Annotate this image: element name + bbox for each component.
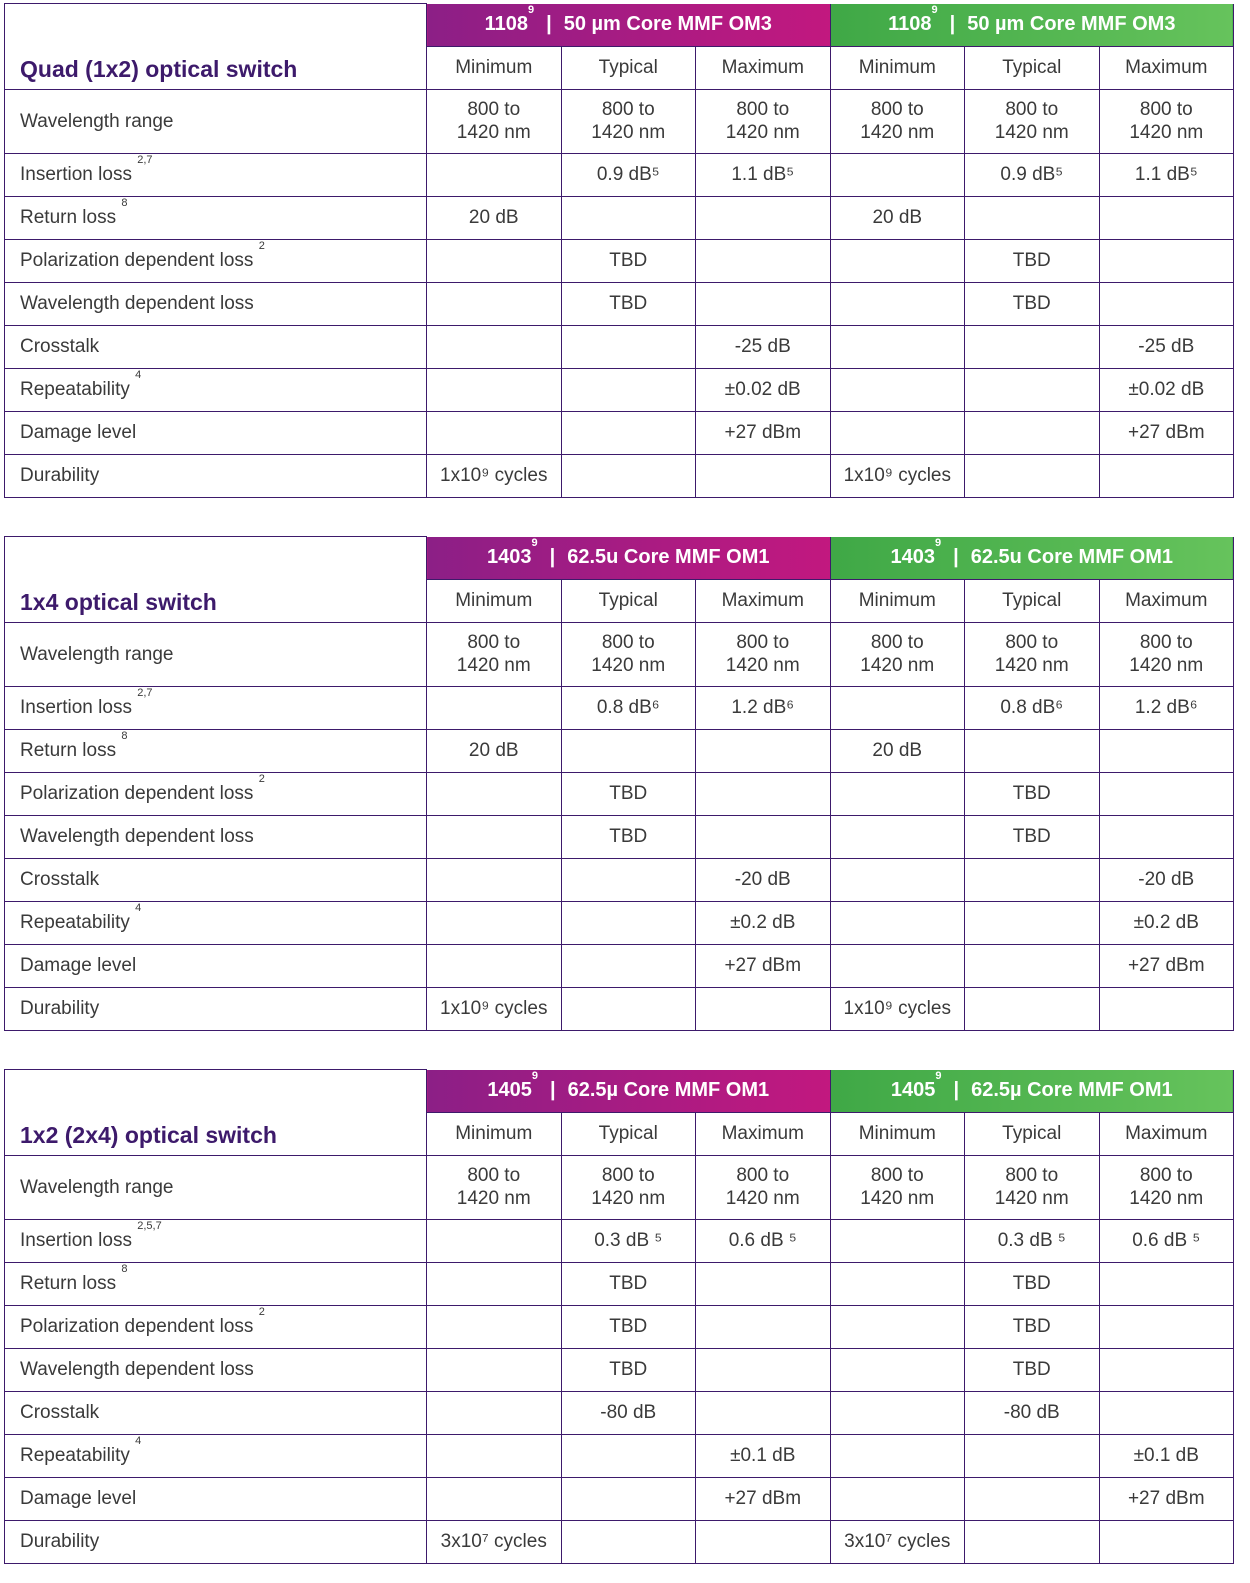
value-cell: [965, 196, 1100, 239]
value-cell: [427, 411, 562, 454]
col-header: Minimum: [427, 46, 562, 89]
value-cell: TBD: [965, 1305, 1100, 1348]
col-header: Typical: [965, 46, 1100, 89]
value-cell: [696, 454, 831, 497]
value-cell: TBD: [561, 772, 696, 815]
value-cell: TBD: [561, 1262, 696, 1305]
col-header: Maximum: [696, 579, 831, 622]
row-label: Polarization dependent loss $^2$: [5, 239, 427, 282]
table-row: [5, 772, 1234, 815]
table-row: [5, 368, 1234, 411]
table-row: [5, 1262, 1234, 1305]
value-cell: [830, 944, 965, 987]
table-row: [5, 1520, 1234, 1563]
value-cell: 800 to 1420 nm: [965, 622, 1100, 686]
value-cell: 0.6 dB ⁵: [696, 1219, 831, 1262]
value-cell: [1099, 1520, 1234, 1563]
table-row: [5, 196, 1234, 239]
table-row: [5, 686, 1234, 729]
value-cell: [830, 239, 965, 282]
value-cell: [830, 858, 965, 901]
value-cell: 800 to 1420 nm: [561, 89, 696, 153]
row-label: Crosstalk: [5, 325, 427, 368]
table-row: [5, 1348, 1234, 1391]
value-cell: [965, 454, 1100, 497]
col-header: Typical: [965, 579, 1100, 622]
value-cell: 800 to 1420 nm: [1099, 1155, 1234, 1219]
col-header: Minimum: [830, 1112, 965, 1155]
variant-band-right: 1405$^9$| 62.5µ Core MMF OM1: [830, 1070, 1234, 1113]
value-cell: 0.6 dB ⁵: [1099, 1219, 1234, 1262]
value-cell: [427, 901, 562, 944]
row-label: Repeatability $^4$: [5, 901, 427, 944]
row-label: Return loss $^8$: [5, 196, 427, 239]
value-cell: TBD: [965, 282, 1100, 325]
value-cell: 1.1 dB⁵: [1099, 153, 1234, 196]
col-header: Minimum: [830, 579, 965, 622]
value-cell: [427, 858, 562, 901]
value-cell: ±0.2 dB: [1099, 901, 1234, 944]
value-cell: [965, 325, 1100, 368]
value-cell: [561, 196, 696, 239]
row-label: Wavelength dependent loss: [5, 815, 427, 858]
table-row: [5, 1305, 1234, 1348]
value-cell: [696, 1391, 831, 1434]
value-cell: 1x10⁹ cycles: [427, 454, 562, 497]
value-cell: [830, 815, 965, 858]
row-label: Wavelength range: [5, 1155, 427, 1219]
value-cell: [1099, 729, 1234, 772]
table-body: [5, 622, 1234, 1030]
value-cell: 0.9 dB⁵: [965, 153, 1100, 196]
value-cell: -20 dB: [1099, 858, 1234, 901]
value-cell: [427, 239, 562, 282]
value-cell: 1x10⁹ cycles: [427, 987, 562, 1030]
value-cell: 800 to 1420 nm: [561, 1155, 696, 1219]
value-cell: 0.3 dB ⁵: [561, 1219, 696, 1262]
value-cell: [830, 282, 965, 325]
value-cell: [965, 901, 1100, 944]
row-label: Insertion loss $^{2,7}$: [5, 686, 427, 729]
row-label: Wavelength dependent loss: [5, 1348, 427, 1391]
row-label: Damage level: [5, 1477, 427, 1520]
row-label: Wavelength range: [5, 89, 427, 153]
value-cell: [830, 901, 965, 944]
table-row: [5, 454, 1234, 497]
row-label: Wavelength range: [5, 622, 427, 686]
col-header: Typical: [561, 46, 696, 89]
col-header: Typical: [561, 1112, 696, 1155]
row-label: Insertion loss $^{2,7}$: [5, 153, 427, 196]
spec-table-1x2-2x4: [4, 1069, 1234, 1564]
table-row: [5, 239, 1234, 282]
row-label: Durability: [5, 1520, 427, 1563]
value-cell: 800 to 1420 nm: [965, 1155, 1100, 1219]
value-cell: 1x10⁹ cycles: [830, 454, 965, 497]
table-row: [5, 325, 1234, 368]
value-cell: 0.8 dB⁶: [561, 686, 696, 729]
value-cell: [830, 1477, 965, 1520]
table-row: [5, 411, 1234, 454]
table-row: [5, 1391, 1234, 1434]
value-cell: [965, 858, 1100, 901]
value-cell: [561, 944, 696, 987]
value-cell: [427, 815, 562, 858]
table-row: [5, 944, 1234, 987]
table-row: [5, 282, 1234, 325]
col-header: Minimum: [427, 1112, 562, 1155]
value-cell: [696, 1520, 831, 1563]
value-cell: 1.1 dB⁵: [696, 153, 831, 196]
table-row: [5, 89, 1234, 153]
value-cell: [427, 282, 562, 325]
value-cell: [830, 772, 965, 815]
value-cell: 20 dB: [830, 196, 965, 239]
value-cell: [427, 325, 562, 368]
value-cell: 20 dB: [427, 729, 562, 772]
col-header: Maximum: [1099, 46, 1234, 89]
table-row: [5, 1155, 1234, 1219]
value-cell: 800 to 1420 nm: [965, 89, 1100, 153]
value-cell: [1099, 196, 1234, 239]
table-row: [5, 729, 1234, 772]
value-cell: [427, 153, 562, 196]
value-cell: [965, 411, 1100, 454]
value-cell: [427, 1434, 562, 1477]
value-cell: ±0.02 dB: [696, 368, 831, 411]
value-cell: [561, 325, 696, 368]
value-cell: TBD: [965, 1262, 1100, 1305]
value-cell: ±0.1 dB: [696, 1434, 831, 1477]
value-cell: [965, 987, 1100, 1030]
value-cell: TBD: [965, 1348, 1100, 1391]
table-row: [5, 858, 1234, 901]
table-body: [5, 1155, 1234, 1563]
value-cell: 1.2 dB⁶: [696, 686, 831, 729]
row-label: Durability: [5, 987, 427, 1030]
value-cell: 800 to 1420 nm: [1099, 89, 1234, 153]
value-cell: TBD: [561, 1305, 696, 1348]
table-row: [5, 1434, 1234, 1477]
value-cell: +27 dBm: [696, 1477, 831, 1520]
value-cell: [965, 1434, 1100, 1477]
value-cell: TBD: [965, 239, 1100, 282]
table-row: [5, 987, 1234, 1030]
value-cell: [561, 1520, 696, 1563]
variant-band-left: 1403$^9$| 62.5u Core MMF OM1: [427, 537, 831, 580]
value-cell: [965, 1520, 1100, 1563]
value-cell: [1099, 815, 1234, 858]
value-cell: [1099, 239, 1234, 282]
value-cell: [696, 239, 831, 282]
row-label: Polarization dependent loss $^2$: [5, 1305, 427, 1348]
row-label: Insertion loss $^{2,5,7}$: [5, 1219, 427, 1262]
spec-table-1x4: [4, 536, 1234, 1031]
value-cell: [696, 1305, 831, 1348]
value-cell: [561, 1434, 696, 1477]
value-cell: TBD: [561, 1348, 696, 1391]
value-cell: 3x10⁷ cycles: [427, 1520, 562, 1563]
table-row: [5, 1219, 1234, 1262]
row-label: Repeatability $^4$: [5, 1434, 427, 1477]
value-cell: 0.9 dB⁵: [561, 153, 696, 196]
value-cell: TBD: [965, 815, 1100, 858]
value-cell: -80 dB: [561, 1391, 696, 1434]
spec-table-quad-1x2: [4, 3, 1234, 498]
value-cell: [696, 729, 831, 772]
value-cell: [965, 729, 1100, 772]
row-label: Crosstalk: [5, 858, 427, 901]
value-cell: [561, 454, 696, 497]
value-cell: [830, 1262, 965, 1305]
col-header: Maximum: [696, 46, 831, 89]
row-label: Damage level: [5, 944, 427, 987]
variant-band-left: 1405$^9$| 62.5µ Core MMF OM1: [427, 1070, 831, 1113]
row-label: Crosstalk: [5, 1391, 427, 1434]
value-cell: [427, 686, 562, 729]
value-cell: 20 dB: [427, 196, 562, 239]
value-cell: [696, 772, 831, 815]
value-cell: [1099, 282, 1234, 325]
col-header: Typical: [965, 1112, 1100, 1155]
value-cell: [561, 411, 696, 454]
value-cell: ±0.02 dB: [1099, 368, 1234, 411]
value-cell: [830, 686, 965, 729]
value-cell: [561, 901, 696, 944]
row-label: Damage level: [5, 411, 427, 454]
value-cell: 0.8 dB⁶: [965, 686, 1100, 729]
table-body: [5, 89, 1234, 497]
value-cell: [830, 1348, 965, 1391]
row-label: Return loss $^8$: [5, 729, 427, 772]
value-cell: [696, 987, 831, 1030]
value-cell: 0.3 dB ⁵: [965, 1219, 1100, 1262]
value-cell: +27 dBm: [1099, 944, 1234, 987]
value-cell: [561, 729, 696, 772]
value-cell: TBD: [561, 282, 696, 325]
value-cell: [561, 858, 696, 901]
col-header: Maximum: [1099, 579, 1234, 622]
value-cell: [696, 1348, 831, 1391]
col-header: Maximum: [1099, 1112, 1234, 1155]
value-cell: [427, 1477, 562, 1520]
value-cell: [1099, 1262, 1234, 1305]
variant-band-right: 1108$^9$| 50 µm Core MMF OM3: [830, 4, 1234, 47]
value-cell: [830, 1391, 965, 1434]
value-cell: +27 dBm: [696, 944, 831, 987]
value-cell: [427, 772, 562, 815]
value-cell: [1099, 1305, 1234, 1348]
value-cell: [427, 1262, 562, 1305]
value-cell: [561, 1477, 696, 1520]
value-cell: 1.2 dB⁶: [1099, 686, 1234, 729]
value-cell: [427, 944, 562, 987]
table-row: [5, 815, 1234, 858]
value-cell: 1x10⁹ cycles: [830, 987, 965, 1030]
row-label: Repeatability $^4$: [5, 368, 427, 411]
value-cell: 800 to 1420 nm: [696, 89, 831, 153]
table-row: [5, 153, 1234, 196]
value-cell: [427, 1305, 562, 1348]
value-cell: [561, 368, 696, 411]
value-cell: 800 to 1420 nm: [696, 1155, 831, 1219]
variant-band-left: 1108$^9$| 50 µm Core MMF OM3: [427, 4, 831, 47]
value-cell: 800 to 1420 nm: [696, 622, 831, 686]
value-cell: [427, 368, 562, 411]
value-cell: [830, 1434, 965, 1477]
value-cell: [1099, 987, 1234, 1030]
value-cell: TBD: [561, 239, 696, 282]
value-cell: [830, 1305, 965, 1348]
table-title: 1x4 optical switch: [5, 537, 427, 623]
table-row: [5, 622, 1234, 686]
value-cell: [561, 987, 696, 1030]
value-cell: 800 to 1420 nm: [830, 89, 965, 153]
value-cell: [830, 325, 965, 368]
value-cell: [965, 1477, 1100, 1520]
table-row: [5, 901, 1234, 944]
value-cell: ±0.2 dB: [696, 901, 831, 944]
value-cell: 800 to 1420 nm: [427, 89, 562, 153]
value-cell: [1099, 1391, 1234, 1434]
value-cell: [830, 411, 965, 454]
row-label: Durability: [5, 454, 427, 497]
col-header: Minimum: [830, 46, 965, 89]
value-cell: [696, 815, 831, 858]
value-cell: [427, 1348, 562, 1391]
table-title: 1x2 (2x4) optical switch: [5, 1070, 427, 1156]
row-label: Polarization dependent loss $^2$: [5, 772, 427, 815]
value-cell: [830, 153, 965, 196]
value-cell: [1099, 1348, 1234, 1391]
row-label: Return loss $^8$: [5, 1262, 427, 1305]
value-cell: 3x10⁷ cycles: [830, 1520, 965, 1563]
variant-band-right: 1403$^9$| 62.5u Core MMF OM1: [830, 537, 1234, 580]
value-cell: 800 to 1420 nm: [830, 1155, 965, 1219]
value-cell: +27 dBm: [696, 411, 831, 454]
table-title: Quad (1x2) optical switch: [5, 4, 427, 90]
value-cell: +27 dBm: [1099, 1477, 1234, 1520]
value-cell: 20 dB: [830, 729, 965, 772]
row-label: Wavelength dependent loss: [5, 282, 427, 325]
value-cell: -20 dB: [696, 858, 831, 901]
value-cell: -25 dB: [696, 325, 831, 368]
value-cell: [1099, 454, 1234, 497]
value-cell: TBD: [561, 815, 696, 858]
value-cell: -25 dB: [1099, 325, 1234, 368]
value-cell: [427, 1391, 562, 1434]
value-cell: [696, 282, 831, 325]
value-cell: [965, 368, 1100, 411]
value-cell: 800 to 1420 nm: [427, 622, 562, 686]
value-cell: ±0.1 dB: [1099, 1434, 1234, 1477]
value-cell: [696, 1262, 831, 1305]
table-row: [5, 1477, 1234, 1520]
value-cell: [830, 368, 965, 411]
value-cell: 800 to 1420 nm: [561, 622, 696, 686]
col-header: Maximum: [696, 1112, 831, 1155]
value-cell: TBD: [965, 772, 1100, 815]
value-cell: [427, 1219, 562, 1262]
value-cell: +27 dBm: [1099, 411, 1234, 454]
value-cell: -80 dB: [965, 1391, 1100, 1434]
value-cell: [965, 944, 1100, 987]
value-cell: [1099, 772, 1234, 815]
value-cell: 800 to 1420 nm: [1099, 622, 1234, 686]
value-cell: 800 to 1420 nm: [427, 1155, 562, 1219]
value-cell: [830, 1219, 965, 1262]
value-cell: 800 to 1420 nm: [830, 622, 965, 686]
col-header: Typical: [561, 579, 696, 622]
col-header: Minimum: [427, 579, 562, 622]
value-cell: [696, 196, 831, 239]
